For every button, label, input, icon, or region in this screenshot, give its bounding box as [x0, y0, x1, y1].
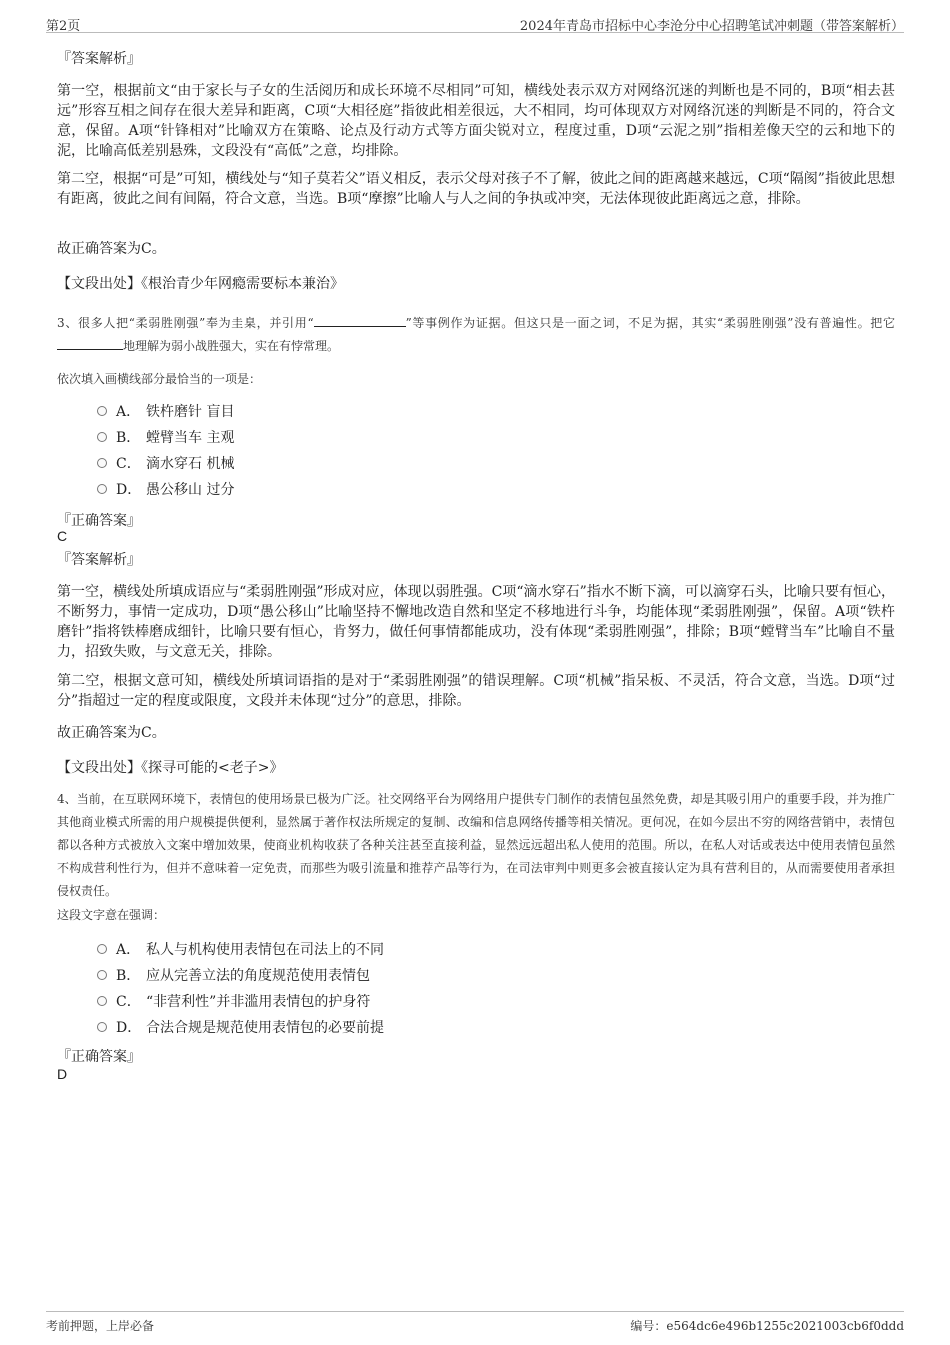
q3-analysis-p2: 第二空，根据文意可知，横线处所填词语指的是对于“柔弱胜刚强”的错误理解。C项“机械”指呆板、不灵活，符合文意，当选。D项“过分”指超过一定的程度或限度，文段并未体现“过分”的意思，排除。 — [57, 673, 895, 709]
q2-analysis-p1: 第一空，根据前文“由于家长与子女的生活阅历和成长环境不尽相同”可知，横线处表示双方对网络沉迷的判断也是不同的，B项“相去甚远”形容互相之间存在很大差异和距离，C项“大相径庭”指彼此相差很远，大不相同，均可体现双方对网络沉迷的判断是不同的，符合文意，保留。A项“针锋相对”比喻双方在策略、论点及行动方式等方面尖锐对立，程度过重，D项“云泥之别”指相差像天空的云和地下的泥，比喻高低差别悬殊，文段没有“高低”之意，均排除。 — [57, 83, 895, 159]
q2-analysis-p2: 第二空，根据“可是”可知，横线处与“知子莫若父”语义相反，表示父母对孩子不了解，彼此之间的距离越来越远，C项“隔阂”指彼此思想有距离，彼此之间有间隔，符合文意，当选。B项“摩擦”比喻人与人之间的争执或冲突，无法体现彼此距离远之意，排除。 — [57, 171, 895, 207]
q4-option-a[interactable]: A． 私人与机构使用表情包在司法上的不同 — [97, 940, 384, 960]
radio-icon[interactable] — [97, 970, 107, 980]
q3-option-c[interactable]: C． 滴水穿石 机械 — [97, 454, 234, 474]
q3-text-3: 地理解为弱小战胜强大，实在有悖常理。 — [123, 339, 340, 353]
q4-answer-label: 『正确答案』 — [57, 1049, 141, 1065]
q3-answer: C — [57, 528, 68, 544]
q4-prompt: 这段文字意在强调： — [57, 908, 166, 922]
page-header — [46, 12, 904, 33]
radio-icon[interactable] — [97, 996, 107, 1006]
q3-prompt: 依次填入画横线部分最恰当的一项是： — [57, 372, 262, 386]
q3-question — [57, 312, 895, 358]
radio-icon[interactable] — [97, 458, 107, 468]
footer-slogan: 考前押题，上岸必备 — [46, 1319, 155, 1333]
radio-icon[interactable] — [97, 406, 107, 416]
document-id: 编号：e564dc6e496b1255c2021003cb6f0ddd — [630, 1319, 904, 1333]
q4-option-c[interactable]: C． “非营利性”并非滥用表情包的护身符 — [97, 992, 370, 1012]
q3-text-2: ”等事例作为证据。但这只是一面之词，不足为据，其实“柔弱胜刚强”没有普遍性。把它 — [405, 316, 895, 330]
radio-icon[interactable] — [97, 484, 107, 494]
q3-blank-1 — [314, 313, 406, 327]
radio-icon[interactable] — [97, 1022, 107, 1032]
q3-option-d[interactable]: D． 愚公移山 过分 — [97, 480, 234, 500]
q2-source: 【文段出处】《根治青少年网瘾需要标本兼治》 — [57, 276, 344, 292]
q3-analysis-p1: 第一空，横线处所填成语应与“柔弱胜刚强”形成对应，体现以弱胜强。C项“滴水穿石”指水不断下滴，可以滴穿石头，比喻只要有恒心，不断努力，事情一定成功，D项“愚公移山”比喻坚持不懈地改造自然和坚定不移地进行斗争，均能体现“柔弱胜刚强”，保留。A项“铁杵磨针”指将铁棒磨成细针，比喻只要有恒心，肯努力，做任何事情都能成功，没有体现“柔弱胜刚强”，排除；B项“螳臂当车”比喻自不量力，招致失败，与文意无关，排除。 — [57, 584, 895, 660]
q3-option-a[interactable]: A． 铁杵磨针 盲目 — [97, 402, 234, 422]
q3-blank-2 — [57, 336, 123, 350]
page-footer — [46, 1311, 904, 1334]
q3-analysis-label: 『答案解析』 — [57, 552, 141, 568]
q3-source: 【文段出处】《探寻可能的<老子>》 — [57, 760, 284, 776]
radio-icon[interactable] — [97, 432, 107, 442]
q2-conclusion: 故正确答案为C。 — [57, 241, 166, 257]
page-number: 第2页 — [46, 19, 81, 34]
document-title: 2024年青岛市招标中心李沧分中心招聘笔试冲刺题（带答案解析） — [519, 19, 904, 34]
radio-icon[interactable] — [97, 944, 107, 954]
q4-option-d[interactable]: D． 合法合规是规范使用表情包的必要前提 — [97, 1018, 384, 1038]
q3-conclusion: 故正确答案为C。 — [57, 725, 166, 741]
q3-answer-label: 『正确答案』 — [57, 513, 141, 529]
q2-analysis-label: 『答案解析』 — [57, 51, 141, 67]
q4-answer: D — [57, 1066, 68, 1082]
q4-option-b[interactable]: B． 应从完善立法的角度规范使用表情包 — [97, 966, 370, 986]
q3-text-1: 3、很多人把“柔弱胜刚强”奉为圭臬，并引用“ — [57, 316, 314, 330]
q3-option-b[interactable]: B． 螳臂当车 主观 — [97, 428, 234, 448]
q4-question: 4、当前，在互联网环境下，表情包的使用场景已极为广泛。社交网络平台为网络用户提供专门制作的表情包虽然免费，却是其吸引用户的重要手段，并为推广其他商业模式所需的用户规模提供便利，显然属于著作权法所规定的复制、改编和信息网络传播等相关情况。更何况，在如今层出不穷的网络营销中，表情包都以各种方式被放入文案中增加效果，使商业机构收获了各种关注甚至直接利益，显然远远超出私人使用的范围。所以，在私人对话或表达中使用表情包虽然不构成营利性行为，但并不意味着一定免责，而那些为吸引流量和推荐产品等行为，在司法审判中则更多会被直接认定为具有营利目的，从而需要使用者承担侵权责任。 — [57, 792, 895, 898]
